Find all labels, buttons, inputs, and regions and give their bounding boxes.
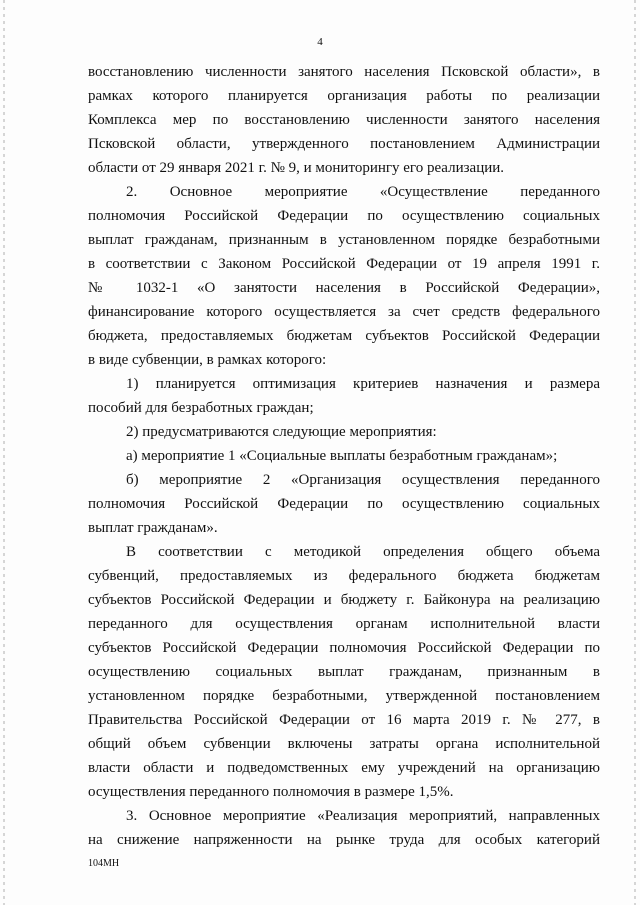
body-line: переданного для осуществления органам исполнительной власти (88, 616, 600, 632)
body-line: Комплекса мер по восстановлению численности занятого населения (88, 112, 600, 128)
body-line: пособий для безработных граждан; (88, 400, 314, 416)
scan-edge-right (634, 0, 636, 905)
body-line: общий объем субвенции включены затраты органа исполнительной (88, 736, 600, 752)
body-line: № 1032-1 «О занятости населения в Российской Федерации», (88, 280, 600, 296)
body-line: восстановлению численности занятого населения Псковской области», в (88, 64, 600, 80)
body-line: в соответствии с Законом Российской Федерации от 19 апреля 1991 г. (88, 256, 600, 272)
body-line: власти области и подведомственных ему учреждений на организацию (88, 760, 600, 776)
body-line: в виде субвенции, в рамках которого: (88, 352, 327, 368)
body-line: субъектов Российской Федерации полномочия Российской Федерации по (88, 640, 600, 656)
body-line: осуществлению социальных выплат гражданам, признанным в (88, 664, 600, 680)
body-line: субвенций, предоставляемых из федерального бюджета бюджетам (88, 568, 600, 584)
footer-code: 104МН (88, 858, 120, 869)
body-line: бюджета, предоставляемых бюджетам субъектов Российской Федерации (88, 328, 600, 344)
body-line: 3. Основное мероприятие «Реализация мероприятий, направленных (126, 808, 600, 824)
body-line: а) мероприятие 1 «Социальные выплаты безработным гражданам»; (126, 448, 558, 464)
body-line: выплат гражданам, признанным в установленном порядке безработными (88, 232, 600, 248)
body-line: осуществления переданного полномочия в размере 1,5%. (88, 784, 454, 800)
body-line: рамках которого планируется организация работы по реализации (88, 88, 600, 104)
page-number: 4 (317, 36, 323, 48)
body-line: субъектов Российской Федерации и бюджету г. Байконура на реализацию (88, 592, 600, 608)
body-line: полномочия Российской Федерации по осуществлению социальных (88, 496, 600, 512)
scan-edge-left (3, 0, 5, 905)
body-line: на снижение напряженности на рынке труда для особых категорий (88, 832, 600, 848)
body-line: 1) планируется оптимизация критериев назначения и размера (126, 376, 600, 392)
body-line: Псковской области, утвержденного постановлением Администрации (88, 136, 600, 152)
body-line: установленном порядке безработными, утвержденной постановлением (88, 688, 600, 704)
body-line: Правительства Российской Федерации от 16 марта 2019 г. № 277, в (88, 712, 600, 728)
body-line: 2. Основное мероприятие «Осуществление переданного (126, 184, 600, 200)
body-line: выплат гражданам». (88, 520, 218, 536)
body-line: 2) предусматриваются следующие мероприятия: (126, 424, 437, 440)
body-line: б) мероприятие 2 «Организация осуществления переданного (126, 472, 600, 488)
body-line: финансирование которого осуществляется за счет средств федерального (88, 304, 600, 320)
body-line: полномочия Российской Федерации по осуществлению социальных (88, 208, 600, 224)
body-line: области от 29 января 2021 г. № 9, и мониторингу его реализации. (88, 160, 505, 176)
body-line: В соответствии с методикой определения общего объема (126, 544, 600, 560)
